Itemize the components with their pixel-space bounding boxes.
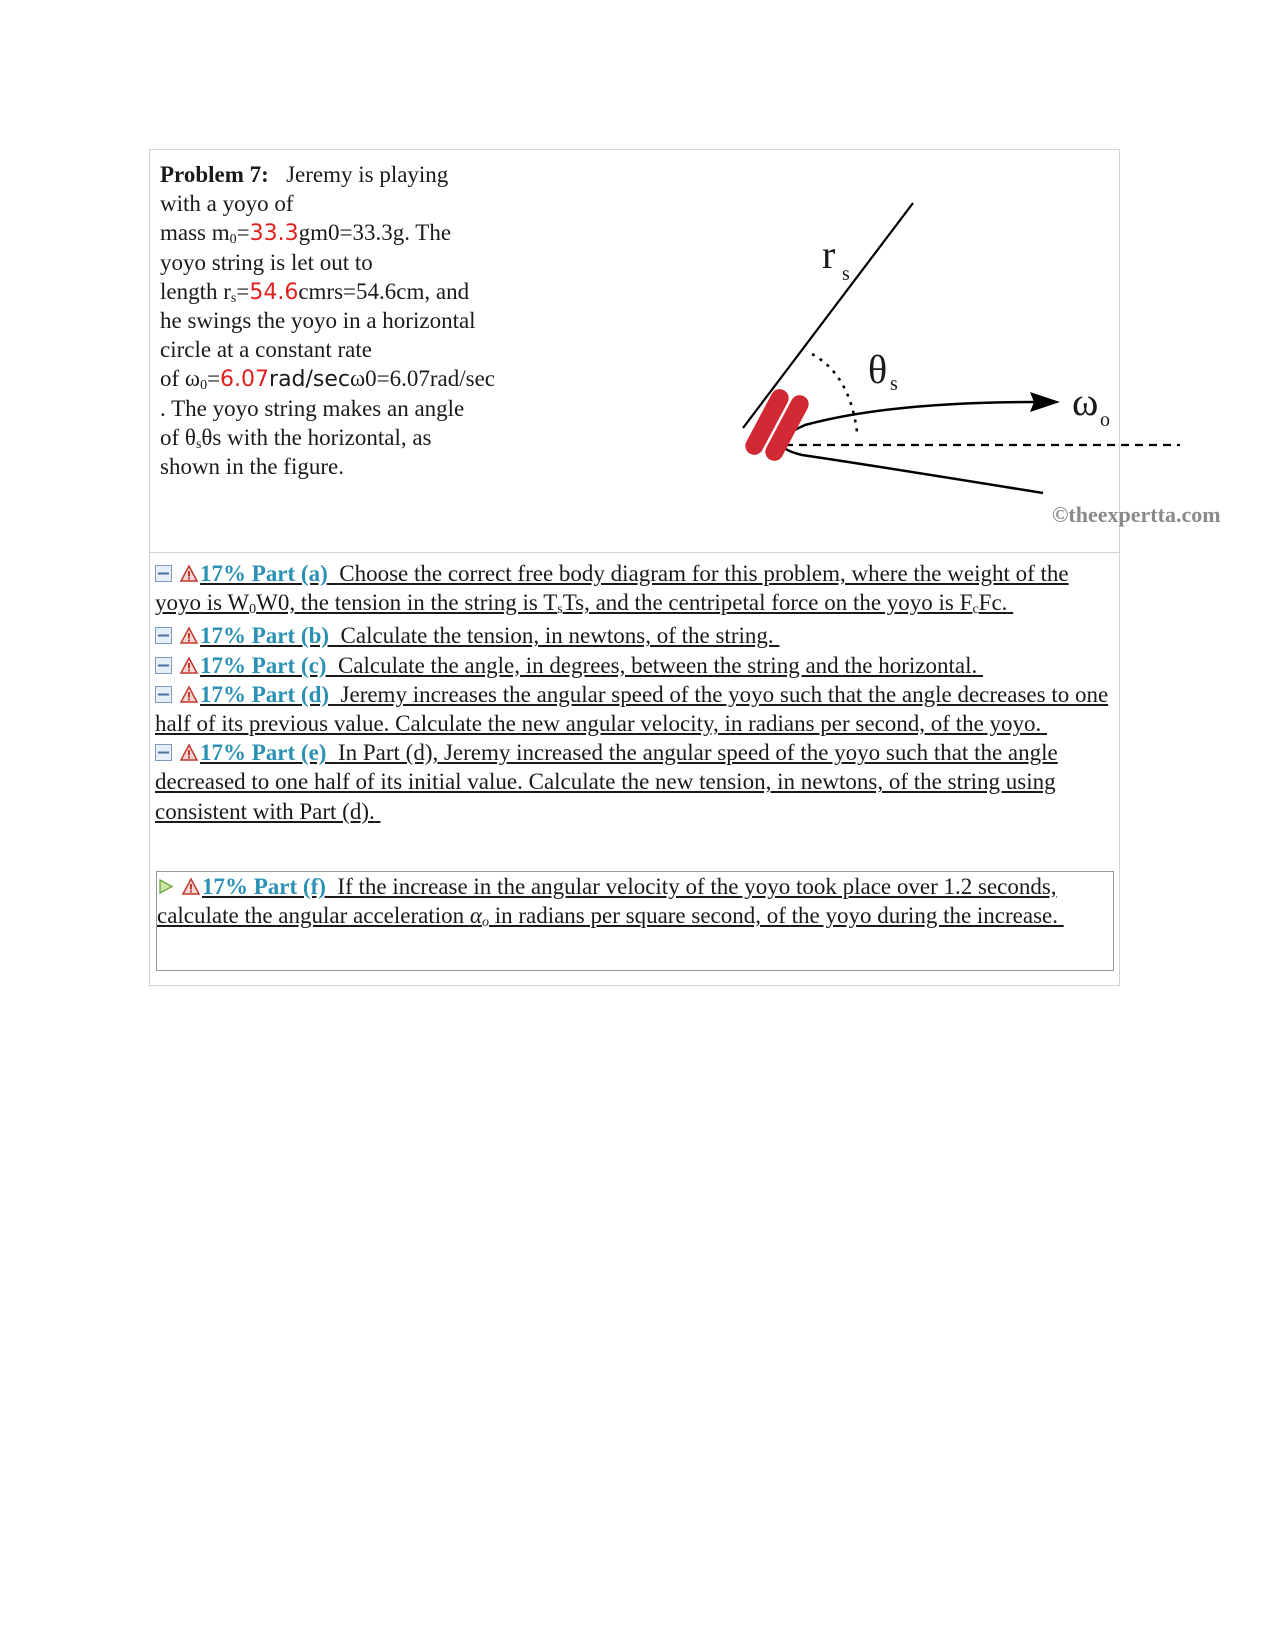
part-text: W0, the tension in the string is T bbox=[256, 590, 558, 616]
statement-text: . The yoyo string makes an angle bbox=[160, 395, 465, 421]
part-label: 17% Part (e) bbox=[200, 740, 327, 766]
parts-list bbox=[155, 553, 1115, 931]
yoyo-icon bbox=[742, 386, 812, 464]
part-text: Calculate the angle, in degrees, between the string and the horizontal. bbox=[337, 652, 978, 678]
statement-text: circle at a constant rate bbox=[160, 337, 372, 363]
subscript: c bbox=[972, 602, 979, 618]
part-text: Ts, and the centripetal force on the yoyo is F bbox=[562, 590, 973, 616]
part-text: in radians per square second, of the yoyo during the increase. bbox=[488, 903, 1058, 929]
subscript: s bbox=[195, 436, 202, 452]
statement-text: shown in the figure. bbox=[160, 453, 344, 479]
label-r: r bbox=[822, 232, 836, 277]
part-label: 17% Part (a) bbox=[200, 561, 328, 586]
subscript: s bbox=[557, 602, 563, 618]
part-a[interactable] bbox=[155, 553, 1115, 621]
part-d[interactable] bbox=[155, 680, 1115, 738]
part-c[interactable] bbox=[155, 651, 1115, 680]
subscript: o bbox=[481, 915, 489, 931]
part-text: Jeremy increases the angular speed of the yoyo such that the angle decreases to one half of its previous value. Calculate the new angular velocity, in radians per second, of the yoyo. bbox=[155, 681, 1109, 737]
label-omega: ω bbox=[1072, 379, 1099, 424]
play-icon[interactable] bbox=[157, 878, 174, 895]
statement-text: of ω bbox=[160, 366, 201, 392]
part-label: 17% Part (c) bbox=[200, 652, 327, 678]
problem-statement bbox=[160, 160, 532, 481]
label-theta-sub: s bbox=[890, 373, 898, 395]
statement-text: ω0=6.07rad/sec bbox=[350, 366, 496, 392]
yoyo-diagram bbox=[590, 170, 1221, 530]
statement-text: with a yoyo of bbox=[160, 191, 294, 217]
statement-text: he swings the yoyo in a horizontal bbox=[160, 307, 476, 333]
length-value: 54.6 bbox=[249, 279, 299, 305]
expand-icon[interactable] bbox=[155, 744, 172, 761]
equals: = bbox=[207, 366, 221, 392]
statement-text: gm0=33.3g. The bbox=[298, 220, 452, 246]
subscript: 0 bbox=[200, 378, 208, 394]
expand-icon[interactable] bbox=[155, 686, 172, 703]
part-f[interactable] bbox=[156, 871, 1114, 971]
alpha-symbol: α bbox=[469, 903, 482, 929]
copyright-text: ©theexpertta.com bbox=[1052, 502, 1221, 527]
part-e[interactable] bbox=[155, 738, 1115, 826]
part-text: In Part (d), Jeremy increased the angular speed of the yoyo such that the angle decreased to one half of its initial value. Calculate the new tension, in newtons, of the string using consistent with Part (d). bbox=[155, 740, 1058, 824]
warning-icon bbox=[180, 627, 198, 644]
part-label: 17% Part (d) bbox=[200, 681, 330, 707]
problem-statement-section bbox=[150, 150, 1221, 553]
part-b[interactable] bbox=[155, 621, 1115, 650]
yoyo-figure bbox=[590, 170, 1221, 530]
omega-unit: rad/sec bbox=[269, 367, 351, 393]
mass-value: 33.3 bbox=[249, 221, 299, 247]
warning-icon bbox=[180, 565, 198, 582]
statement-text: yoyo string is let out to bbox=[160, 249, 373, 275]
expand-icon[interactable] bbox=[155, 627, 172, 644]
part-label: 17% Part (b) bbox=[200, 623, 330, 649]
circle-path bbox=[782, 402, 1043, 493]
statement-text: of θ bbox=[160, 424, 196, 450]
subscript: 0 bbox=[229, 232, 237, 248]
part-text: Choose the correct free body diagram for this problem, where the weight of the yoyo is W bbox=[155, 561, 1069, 616]
expand-icon[interactable] bbox=[155, 657, 172, 674]
arrow-head-icon bbox=[1030, 392, 1060, 412]
label-omega-sub: o bbox=[1100, 409, 1110, 431]
warning-icon bbox=[180, 686, 198, 703]
part-text: If the increase in the angular velocity of the yoyo took place over 1.2 seconds, calculate the angular acceleration bbox=[157, 874, 1057, 929]
warning-icon bbox=[180, 744, 198, 761]
problem-box bbox=[149, 149, 1221, 986]
equals: = bbox=[236, 278, 250, 304]
warning-icon bbox=[180, 657, 198, 674]
part-label: 17% Part (f) bbox=[202, 874, 326, 899]
statement-text: mass m bbox=[160, 220, 230, 246]
subscript: s bbox=[230, 290, 237, 306]
statement-text: length r bbox=[160, 278, 231, 304]
part-text: Fc. bbox=[978, 590, 1008, 616]
statement-text: Jeremy is playing bbox=[286, 162, 449, 187]
statement-text: θs with the horizontal, as bbox=[201, 424, 432, 450]
label-r-sub: s bbox=[842, 263, 850, 285]
label-theta: θ bbox=[868, 347, 888, 392]
equals: = bbox=[236, 220, 250, 246]
warning-icon bbox=[182, 878, 200, 895]
omega-value: 6.07 bbox=[220, 367, 270, 393]
subscript: 0 bbox=[249, 602, 257, 618]
statement-text: cmrs=54.6cm, and bbox=[298, 278, 470, 304]
expand-icon[interactable] bbox=[155, 565, 172, 582]
problem-title: Problem 7: bbox=[160, 162, 269, 187]
part-text: Calculate the tension, in newtons, of the string. bbox=[340, 623, 774, 649]
